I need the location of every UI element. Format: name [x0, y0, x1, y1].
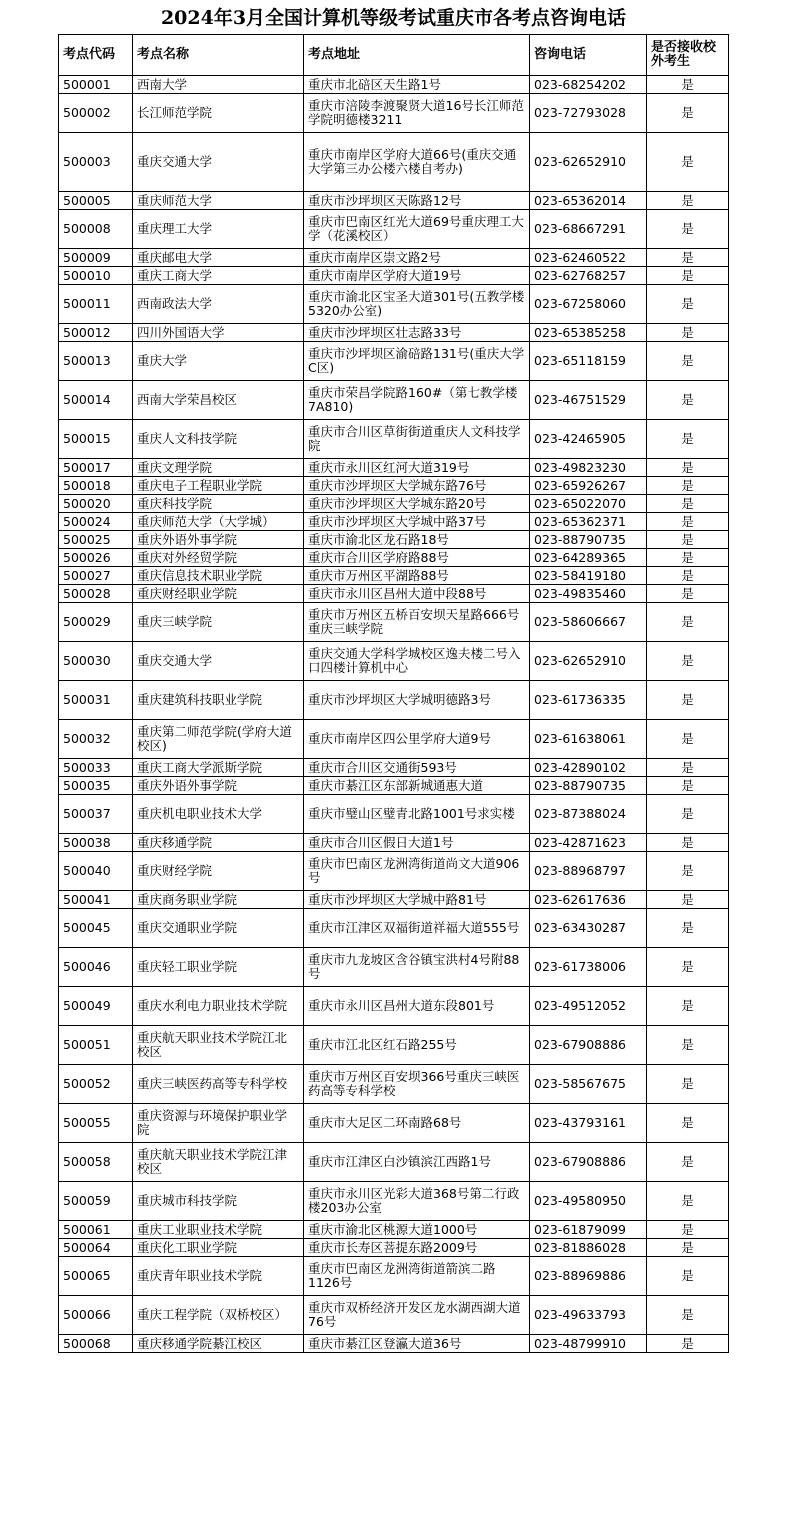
cell-address: 重庆市璧山区璧青北路1001号求实楼	[304, 795, 530, 834]
cell-external: 是	[647, 1143, 729, 1182]
cell-name: 重庆科技学院	[133, 495, 304, 513]
cell-name: 重庆工业职业技术学院	[133, 1221, 304, 1239]
table-row	[59, 420, 729, 459]
cell-phone: 023-42871623	[530, 834, 647, 852]
cell-name: 长江师范学院	[133, 94, 304, 133]
cell-name: 重庆建筑科技职业学院	[133, 681, 304, 720]
cell-code: 500017	[59, 459, 133, 477]
cell-phone: 023-58567675	[530, 1065, 647, 1104]
cell-name: 重庆工程学院（双桥校区）	[133, 1296, 304, 1335]
cell-code: 500028	[59, 585, 133, 603]
cell-phone: 023-49823230	[530, 459, 647, 477]
table-row	[59, 681, 729, 720]
cell-phone: 023-62460522	[530, 249, 647, 267]
cell-name: 重庆理工大学	[133, 210, 304, 249]
cell-external: 是	[647, 249, 729, 267]
cell-address: 重庆市沙坪坝区壮志路33号	[304, 324, 530, 342]
cell-name: 四川外国语大学	[133, 324, 304, 342]
table-row	[59, 192, 729, 210]
cell-address: 重庆市南岸区学府大道66号(重庆交通大学第三办公楼六楼自考办)	[304, 133, 530, 192]
cell-address: 重庆市涪陵李渡聚贤大道16号长江师范学院明德楼3211	[304, 94, 530, 133]
cell-phone: 023-62652910	[530, 642, 647, 681]
cell-name: 重庆交通大学	[133, 133, 304, 192]
table-row	[59, 94, 729, 133]
cell-name: 重庆移通学院綦江校区	[133, 1335, 304, 1353]
cell-address: 重庆市南岸区四公里学府大道9号	[304, 720, 530, 759]
cell-code: 500032	[59, 720, 133, 759]
table-row	[59, 759, 729, 777]
table-body	[59, 76, 729, 1353]
cell-external: 是	[647, 795, 729, 834]
cell-phone: 023-88969886	[530, 1257, 647, 1296]
cell-name: 重庆城市科技学院	[133, 1182, 304, 1221]
cell-address: 重庆市合川区学府路88号	[304, 549, 530, 567]
table-row	[59, 477, 729, 495]
cell-name: 重庆轻工职业学院	[133, 948, 304, 987]
table-row	[59, 1104, 729, 1143]
cell-code: 500005	[59, 192, 133, 210]
cell-name: 重庆工商大学派斯学院	[133, 759, 304, 777]
cell-name: 重庆文理学院	[133, 459, 304, 477]
cell-address: 重庆市綦江区东部新城通惠大道	[304, 777, 530, 795]
cell-external: 是	[647, 495, 729, 513]
cell-external: 是	[647, 1239, 729, 1257]
cell-address: 重庆市渝北区龙石路18号	[304, 531, 530, 549]
cell-address: 重庆市永川区光彩大道368号第二行政楼203办公室	[304, 1182, 530, 1221]
cell-external: 是	[647, 133, 729, 192]
table-row	[59, 1221, 729, 1239]
cell-external: 是	[647, 420, 729, 459]
cell-external: 是	[647, 834, 729, 852]
cell-phone: 023-65362371	[530, 513, 647, 531]
cell-address: 重庆市江津区白沙镇滨江西路1号	[304, 1143, 530, 1182]
cell-phone: 023-64289365	[530, 549, 647, 567]
cell-code: 500008	[59, 210, 133, 249]
cell-code: 500010	[59, 267, 133, 285]
cell-address: 重庆市永川区昌州大道东段801号	[304, 987, 530, 1026]
cell-name: 重庆商务职业学院	[133, 891, 304, 909]
cell-phone: 023-61879099	[530, 1221, 647, 1239]
cell-address: 重庆市江北区红石路255号	[304, 1026, 530, 1065]
cell-phone: 023-61638061	[530, 720, 647, 759]
cell-code: 500027	[59, 567, 133, 585]
cell-address: 重庆市万州区平湖路88号	[304, 567, 530, 585]
cell-external: 是	[647, 76, 729, 94]
cell-code: 500011	[59, 285, 133, 324]
cell-code: 500024	[59, 513, 133, 531]
cell-name: 重庆信息技术职业学院	[133, 567, 304, 585]
cell-address: 重庆市荣昌学院路160#（第七教学楼7A810)	[304, 381, 530, 420]
cell-phone: 023-65362014	[530, 192, 647, 210]
cell-address: 重庆市南岸区崇文路2号	[304, 249, 530, 267]
table-row	[59, 133, 729, 192]
cell-address: 重庆市双桥经济开发区龙水湖西湖大道76号	[304, 1296, 530, 1335]
cell-phone: 023-65926267	[530, 477, 647, 495]
cell-code: 500013	[59, 342, 133, 381]
table-row	[59, 567, 729, 585]
cell-address: 重庆市巴南区红光大道69号重庆理工大学（花溪校区）	[304, 210, 530, 249]
cell-name: 西南大学	[133, 76, 304, 94]
cell-code: 500061	[59, 1221, 133, 1239]
table-row	[59, 267, 729, 285]
cell-external: 是	[647, 1221, 729, 1239]
cell-code: 500015	[59, 420, 133, 459]
cell-address: 重庆市北碚区天生路1号	[304, 76, 530, 94]
cell-phone: 023-42465905	[530, 420, 647, 459]
table-row	[59, 285, 729, 324]
cell-name: 重庆人文科技学院	[133, 420, 304, 459]
cell-code: 500003	[59, 133, 133, 192]
header-code: 考点代码	[59, 35, 133, 76]
cell-code: 500012	[59, 324, 133, 342]
exam-centers-table	[58, 34, 729, 1353]
cell-code: 500002	[59, 94, 133, 133]
table-row	[59, 642, 729, 681]
cell-phone: 023-72793028	[530, 94, 647, 133]
cell-phone: 023-43793161	[530, 1104, 647, 1143]
cell-external: 是	[647, 720, 729, 759]
table-header-row	[59, 35, 729, 76]
cell-code: 500020	[59, 495, 133, 513]
cell-phone: 023-63430287	[530, 909, 647, 948]
cell-name: 重庆电子工程职业学院	[133, 477, 304, 495]
cell-external: 是	[647, 1182, 729, 1221]
cell-external: 是	[647, 777, 729, 795]
cell-code: 500018	[59, 477, 133, 495]
cell-address: 重庆市渝北区桃源大道1000号	[304, 1221, 530, 1239]
cell-code: 500055	[59, 1104, 133, 1143]
cell-code: 500045	[59, 909, 133, 948]
cell-address: 重庆市巴南区龙洲湾街道箭滨二路1126号	[304, 1257, 530, 1296]
table-row	[59, 1296, 729, 1335]
table-row	[59, 1065, 729, 1104]
cell-name: 重庆移通学院	[133, 834, 304, 852]
table-row	[59, 852, 729, 891]
cell-phone: 023-61738006	[530, 948, 647, 987]
cell-external: 是	[647, 909, 729, 948]
cell-name: 重庆航天职业技术学院江北校区	[133, 1026, 304, 1065]
cell-name: 重庆财经学院	[133, 852, 304, 891]
cell-name: 重庆师范大学（大学城）	[133, 513, 304, 531]
table-row	[59, 324, 729, 342]
cell-code: 500031	[59, 681, 133, 720]
cell-address: 重庆市长寿区菩提东路2009号	[304, 1239, 530, 1257]
cell-name: 重庆外语外事学院	[133, 531, 304, 549]
cell-phone: 023-62652910	[530, 133, 647, 192]
cell-name: 重庆财经职业学院	[133, 585, 304, 603]
cell-phone: 023-49835460	[530, 585, 647, 603]
header-address: 考点地址	[304, 35, 530, 76]
cell-external: 是	[647, 1104, 729, 1143]
cell-code: 500059	[59, 1182, 133, 1221]
table-row	[59, 549, 729, 567]
cell-phone: 023-46751529	[530, 381, 647, 420]
cell-external: 是	[647, 948, 729, 987]
cell-external: 是	[647, 477, 729, 495]
cell-external: 是	[647, 381, 729, 420]
cell-address: 重庆市沙坪坝区大学城明德路3号	[304, 681, 530, 720]
cell-phone: 023-49580950	[530, 1182, 647, 1221]
table-row	[59, 459, 729, 477]
table-row	[59, 1143, 729, 1182]
cell-external: 是	[647, 585, 729, 603]
table-row	[59, 585, 729, 603]
table-row	[59, 342, 729, 381]
cell-address: 重庆市万州区五桥百安坝天星路666号重庆三峡学院	[304, 603, 530, 642]
cell-address: 重庆市永川区昌州大道中段88号	[304, 585, 530, 603]
cell-code: 500066	[59, 1296, 133, 1335]
cell-phone: 023-48799910	[530, 1335, 647, 1353]
cell-name: 重庆交通职业学院	[133, 909, 304, 948]
cell-code: 500029	[59, 603, 133, 642]
cell-name: 重庆水利电力职业技术学院	[133, 987, 304, 1026]
cell-external: 是	[647, 603, 729, 642]
cell-phone: 023-67908886	[530, 1026, 647, 1065]
cell-phone: 023-68667291	[530, 210, 647, 249]
cell-code: 500041	[59, 891, 133, 909]
cell-name: 重庆工商大学	[133, 267, 304, 285]
table-row	[59, 249, 729, 267]
cell-external: 是	[647, 267, 729, 285]
document-title: 2024年3月全国计算机等级考试重庆市各考点咨询电话	[160, 7, 627, 29]
table-row	[59, 531, 729, 549]
table-row	[59, 210, 729, 249]
cell-address: 重庆市合川区草街街道重庆人文科技学院	[304, 420, 530, 459]
cell-address: 重庆市巴南区龙洲湾街道尚文大道906号	[304, 852, 530, 891]
cell-external: 是	[647, 192, 729, 210]
cell-name: 重庆资源与环境保护职业学院	[133, 1104, 304, 1143]
cell-external: 是	[647, 891, 729, 909]
cell-name: 重庆交通大学	[133, 642, 304, 681]
table-row	[59, 987, 729, 1026]
cell-phone: 023-49512052	[530, 987, 647, 1026]
table-row	[59, 513, 729, 531]
cell-name: 重庆大学	[133, 342, 304, 381]
table-row	[59, 909, 729, 948]
cell-address: 重庆市合川区假日大道1号	[304, 834, 530, 852]
table-row	[59, 720, 729, 759]
table-row	[59, 495, 729, 513]
table-row	[59, 777, 729, 795]
header-phone: 咨询电话	[530, 35, 647, 76]
cell-phone: 023-65385258	[530, 324, 647, 342]
cell-phone: 023-49633793	[530, 1296, 647, 1335]
cell-code: 500049	[59, 987, 133, 1026]
table-row	[59, 1182, 729, 1221]
cell-address: 重庆市沙坪坝区渝碚路131号(重庆大学C区)	[304, 342, 530, 381]
cell-name: 西南大学荣昌校区	[133, 381, 304, 420]
cell-phone: 023-87388024	[530, 795, 647, 834]
cell-address: 重庆市綦江区登瀛大道36号	[304, 1335, 530, 1353]
table-row	[59, 1239, 729, 1257]
cell-phone: 023-67908886	[530, 1143, 647, 1182]
table-row	[59, 1257, 729, 1296]
cell-name: 重庆化工职业学院	[133, 1239, 304, 1257]
cell-external: 是	[647, 1065, 729, 1104]
cell-external: 是	[647, 459, 729, 477]
cell-phone: 023-88790735	[530, 777, 647, 795]
cell-phone: 023-65118159	[530, 342, 647, 381]
cell-code: 500026	[59, 549, 133, 567]
cell-external: 是	[647, 1026, 729, 1065]
cell-name: 重庆三峡医药高等专科学校	[133, 1065, 304, 1104]
cell-code: 500058	[59, 1143, 133, 1182]
cell-address: 重庆市沙坪坝区大学城东路76号	[304, 477, 530, 495]
cell-phone: 023-42890102	[530, 759, 647, 777]
cell-external: 是	[647, 681, 729, 720]
cell-name: 重庆师范大学	[133, 192, 304, 210]
cell-external: 是	[647, 1257, 729, 1296]
cell-name: 西南政法大学	[133, 285, 304, 324]
header-name: 考点名称	[133, 35, 304, 76]
cell-name: 重庆航天职业技术学院江津校区	[133, 1143, 304, 1182]
cell-address: 重庆市沙坪坝区大学城中路81号	[304, 891, 530, 909]
cell-code: 500037	[59, 795, 133, 834]
table-row	[59, 795, 729, 834]
cell-phone: 023-81886028	[530, 1239, 647, 1257]
cell-external: 是	[647, 759, 729, 777]
cell-address: 重庆市江津区双福街道祥福大道555号	[304, 909, 530, 948]
header-external: 是否接收校外考生	[647, 35, 729, 76]
cell-code: 500038	[59, 834, 133, 852]
cell-code: 500046	[59, 948, 133, 987]
cell-address: 重庆市沙坪坝区天陈路12号	[304, 192, 530, 210]
cell-phone: 023-61736335	[530, 681, 647, 720]
cell-name: 重庆邮电大学	[133, 249, 304, 267]
cell-address: 重庆市九龙坡区含谷镇宝洪村4号附88号	[304, 948, 530, 987]
cell-address: 重庆交通大学科学城校区逸夫楼二号入口四楼计算机中心	[304, 642, 530, 681]
cell-code: 500065	[59, 1257, 133, 1296]
cell-name: 重庆外语外事学院	[133, 777, 304, 795]
cell-phone: 023-68254202	[530, 76, 647, 94]
cell-address: 重庆市合川区交通街593号	[304, 759, 530, 777]
cell-name: 重庆三峡学院	[133, 603, 304, 642]
cell-external: 是	[647, 987, 729, 1026]
cell-external: 是	[647, 567, 729, 585]
cell-external: 是	[647, 531, 729, 549]
cell-address: 重庆市沙坪坝区大学城东路20号	[304, 495, 530, 513]
cell-code: 500068	[59, 1335, 133, 1353]
cell-name: 重庆第二师范学院(学府大道校区)	[133, 720, 304, 759]
table-row	[59, 948, 729, 987]
cell-external: 是	[647, 1296, 729, 1335]
cell-code: 500001	[59, 76, 133, 94]
cell-external: 是	[647, 324, 729, 342]
cell-external: 是	[647, 1335, 729, 1353]
cell-name: 重庆机电职业技术大学	[133, 795, 304, 834]
table-row	[59, 834, 729, 852]
table-row	[59, 76, 729, 94]
cell-code: 500033	[59, 759, 133, 777]
cell-phone: 023-67258060	[530, 285, 647, 324]
cell-external: 是	[647, 210, 729, 249]
cell-external: 是	[647, 513, 729, 531]
cell-address: 重庆市大足区二环南路68号	[304, 1104, 530, 1143]
cell-address: 重庆市渝北区宝圣大道301号(五教学楼5320办公室)	[304, 285, 530, 324]
cell-external: 是	[647, 642, 729, 681]
cell-external: 是	[647, 342, 729, 381]
cell-name: 重庆对外经贸学院	[133, 549, 304, 567]
cell-code: 500051	[59, 1026, 133, 1065]
table-row	[59, 603, 729, 642]
cell-code: 500064	[59, 1239, 133, 1257]
table-row	[59, 381, 729, 420]
cell-phone: 023-88968797	[530, 852, 647, 891]
cell-code: 500035	[59, 777, 133, 795]
cell-address: 重庆市永川区红河大道319号	[304, 459, 530, 477]
cell-code: 500009	[59, 249, 133, 267]
cell-address: 重庆市沙坪坝区大学城中路37号	[304, 513, 530, 531]
cell-phone: 023-58419180	[530, 567, 647, 585]
cell-phone: 023-62768257	[530, 267, 647, 285]
table-row	[59, 1335, 729, 1353]
table-row	[59, 1026, 729, 1065]
cell-address: 重庆市南岸区学府大道19号	[304, 267, 530, 285]
cell-code: 500025	[59, 531, 133, 549]
cell-address: 重庆市万州区百安坝366号重庆三峡医药高等专科学校	[304, 1065, 530, 1104]
cell-code: 500014	[59, 381, 133, 420]
cell-external: 是	[647, 852, 729, 891]
cell-phone: 023-58606667	[530, 603, 647, 642]
cell-phone: 023-88790735	[530, 531, 647, 549]
cell-phone: 023-65022070	[530, 495, 647, 513]
cell-external: 是	[647, 94, 729, 133]
cell-name: 重庆青年职业技术学院	[133, 1257, 304, 1296]
table-row	[59, 891, 729, 909]
cell-code: 500030	[59, 642, 133, 681]
cell-code: 500040	[59, 852, 133, 891]
cell-phone: 023-62617636	[530, 891, 647, 909]
cell-code: 500052	[59, 1065, 133, 1104]
cell-external: 是	[647, 285, 729, 324]
cell-external: 是	[647, 549, 729, 567]
